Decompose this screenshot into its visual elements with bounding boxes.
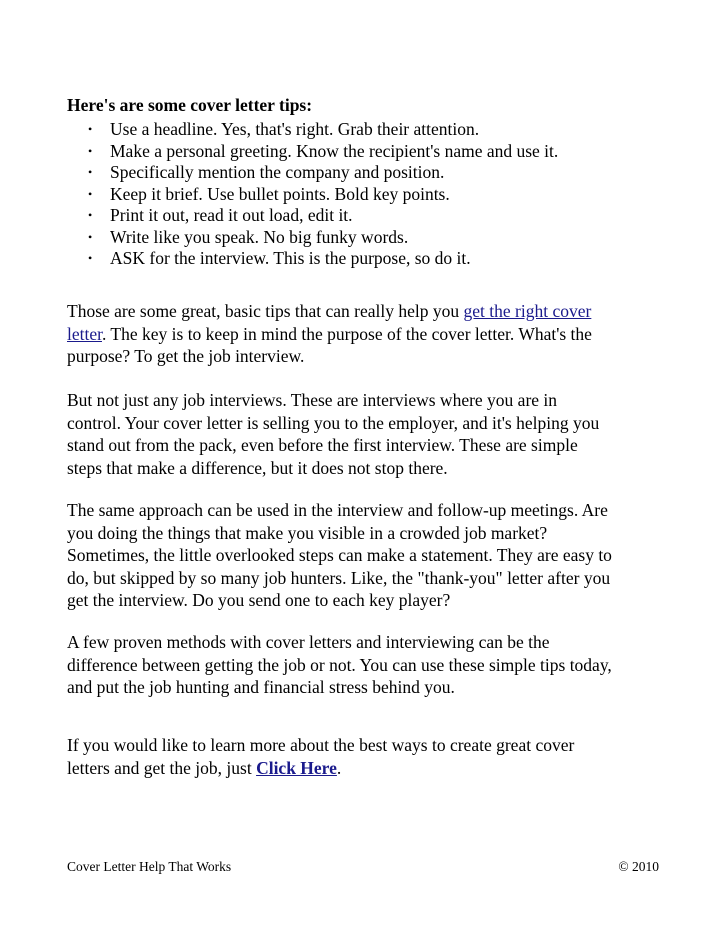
paragraph-line: A few proven methods with cover letters and interviewing can be the <box>67 632 550 652</box>
paragraph-line: and put the job hunting and financial stress behind you. <box>67 677 455 697</box>
list-item <box>67 227 558 249</box>
tip-text: Keep it brief. Use bullet points. Bold key points. <box>110 183 450 204</box>
list-item <box>67 205 558 227</box>
bullet-icon: • <box>88 143 93 158</box>
paragraph-approach <box>67 499 667 612</box>
bullet-icon: • <box>88 208 93 222</box>
paragraph-line: stand out from the pack, even before the first interview. These are simple <box>67 435 578 455</box>
paragraph-line: do, but skipped by so many job hunters. Like, the "thank-you" letter after you <box>67 567 611 588</box>
tip-text: ASK for the interview. This is the purpose, so do it. <box>110 248 471 268</box>
cover-letter-link-part1[interactable]: get the right cover <box>463 301 592 321</box>
paragraph-line: purpose? To get the job interview. <box>67 346 305 366</box>
bullet-icon: • <box>88 186 93 201</box>
tip-text: Write like you speak. No big funky words. <box>110 226 409 247</box>
bullet-icon: • <box>88 122 93 136</box>
paragraph-interviews <box>67 389 667 479</box>
paragraph-call-to-action <box>67 734 667 779</box>
paragraph-tips-summary <box>67 300 667 368</box>
tip-text: Use a headline. Yes, that's right. Grab their attention. <box>110 119 480 139</box>
list-item <box>67 119 558 141</box>
list-item <box>67 141 558 163</box>
list-item <box>67 184 558 206</box>
paragraph-text: . The key is to keep in mind the purpose of the cover letter. What's the <box>101 323 592 344</box>
bullet-icon: • <box>88 251 93 265</box>
paragraph-line <box>67 757 667 780</box>
paragraph-line: steps that make a difference, but it does not stop there. <box>67 457 448 478</box>
paragraph-line: control. Your cover letter is selling you to the employer, and it's helping you <box>67 412 600 433</box>
paragraph-line: Sometimes, the little overlooked steps can make a statement. They are easy to <box>67 545 612 565</box>
tips-heading: Here's are some cover letter tips: <box>67 95 313 115</box>
tips-list <box>67 119 558 270</box>
bullet-icon: • <box>88 229 93 244</box>
paragraph-line: difference between getting the job or not. You can use these simple tips today, <box>67 654 612 675</box>
tip-text: Print it out, read it out load, edit it. <box>110 205 353 225</box>
paragraph-line <box>67 300 667 323</box>
footer-title: Cover Letter Help That Works <box>67 859 232 874</box>
paragraph-line: get the interview. Do you send one to each key player? <box>67 590 451 610</box>
paragraph-text: letters and get the job, just <box>67 757 257 778</box>
paragraph-line: you doing the things that make you visible in a crowded job market? <box>67 522 548 543</box>
paragraph-text: Those are some great, basic tips that can really help you <box>67 301 464 321</box>
click-here-link[interactable]: Click Here <box>256 757 337 778</box>
list-item <box>67 248 558 270</box>
bullet-icon: • <box>88 165 93 179</box>
footer-copyright: © 2010 <box>618 859 659 874</box>
paragraph-text: . <box>336 757 342 778</box>
cover-letter-link-part2[interactable]: letter <box>67 323 102 344</box>
tip-text: Make a personal greeting. Know the recipient's name and use it. <box>110 140 559 161</box>
list-item <box>67 162 558 184</box>
paragraph-methods <box>67 631 667 699</box>
tip-text: Specifically mention the company and position. <box>110 162 445 182</box>
paragraph-line: If you would like to learn more about the best ways to create great cover <box>67 735 575 755</box>
paragraph-line <box>67 323 667 346</box>
paragraph-line: But not just any job interviews. These are interviews where you are in <box>67 390 558 410</box>
paragraph-line: The same approach can be used in the interview and follow-up meetings. Are <box>67 500 608 520</box>
